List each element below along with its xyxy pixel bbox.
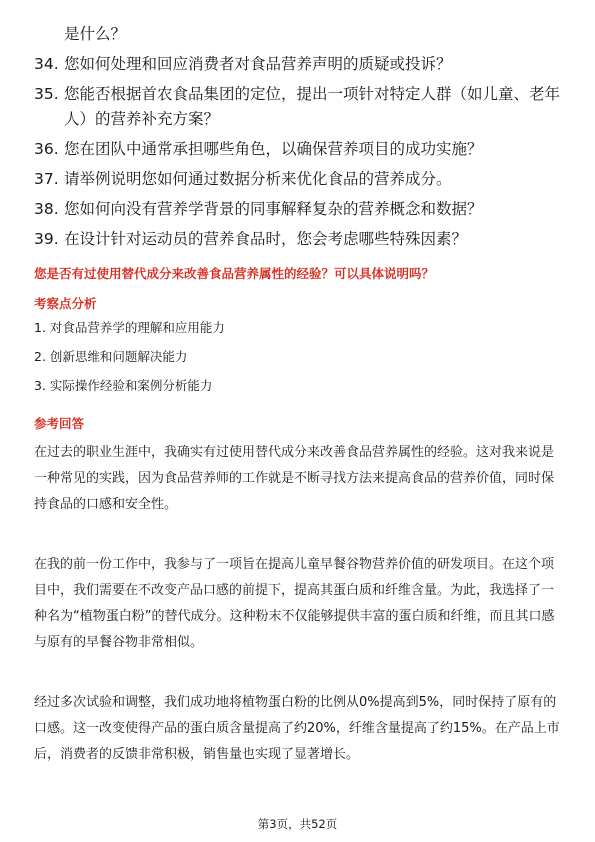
- question-item-37: [34, 167, 564, 192]
- question-number: 34.: [34, 55, 59, 73]
- question-33-continuation: 是什么？: [64, 25, 127, 43]
- question-item-35: [34, 82, 564, 132]
- question-list: [34, 22, 564, 257]
- question-text: 您能否根据首农食品集团的定位，提出一项针对特定人群（如儿童、老年人）的营养补充方案？: [64, 85, 561, 128]
- assessment-title: 考察点分析: [34, 296, 97, 311]
- question-number: 35.: [34, 85, 59, 103]
- question-item-34: [34, 52, 564, 77]
- featured-question: 您是否有过使用替代成分来改善食品营养属性的经验？可以具体说明吗？: [34, 266, 435, 281]
- question-text: 请举例说明您如何通过数据分析来优化食品的营养成分。: [64, 170, 452, 188]
- answer-paragraph: 在过去的职业生涯中，我确实有过使用替代成分来改善食品营养属性的经验。这对我来说是一种常见的实践，因为食品营养师的工作就是不断寻找方法来提高食品的营养价值，同时保持食品的口感和安全性。: [34, 445, 555, 512]
- question-number: 39.: [34, 230, 59, 248]
- assessment-point: 3. 实际操作经验和案例分析能力: [34, 378, 213, 393]
- reference-answer-title: 参考回答: [34, 416, 85, 431]
- question-number: 36.: [34, 140, 59, 158]
- assessment-points: [34, 318, 225, 405]
- question-number: 38.: [34, 200, 59, 218]
- question-text: 您在团队中通常承担哪些角色，以确保营养项目的成功实施？: [64, 140, 483, 158]
- answer-paragraph: 在我的前一份工作中，我参与了一项旨在提高儿童早餐谷物营养价值的研发项目。在这个项目中，我们需要在不改变产品口感的前提下，提高其蛋白质和纤维含量。为此，我选择了一种名为“植物蛋白粉”的替代成分。这种粉末不仅能够提供丰富的蛋白质和纤维，而且其口感与原有的早餐谷物非常相似。: [34, 557, 555, 650]
- answer-paragraph: 经过多次试验和调整，我们成功地将植物蛋白粉的比例从0%提高到5%，同时保持了原有的口感。这一改变使得产品的蛋白质含量提高了约20%，纤维含量提高了约15%。在产品上市后，消费者的反馈非常积极，销售量也实现了显著增长。: [34, 695, 560, 762]
- question-text: 您如何处理和回应消费者对食品营养声明的质疑或投诉？: [64, 55, 452, 73]
- assessment-point: 1. 对食品营养学的理解和应用能力: [34, 320, 225, 335]
- question-item-38: [34, 197, 564, 222]
- question-text: 您如何向没有营养学背景的同事解释复杂的营养概念和数据？: [64, 200, 483, 218]
- page-footer: 第3页，共52页: [257, 817, 338, 831]
- question-item-39: [34, 227, 564, 252]
- reference-answer-body: [34, 440, 561, 802]
- question-number: 37.: [34, 170, 59, 188]
- question-text: 在设计针对运动员的营养食品时，您会考虑哪些特殊因素？: [64, 230, 468, 248]
- question-item-36: [34, 137, 564, 162]
- assessment-point: 2. 创新思维和问题解决能力: [34, 349, 188, 364]
